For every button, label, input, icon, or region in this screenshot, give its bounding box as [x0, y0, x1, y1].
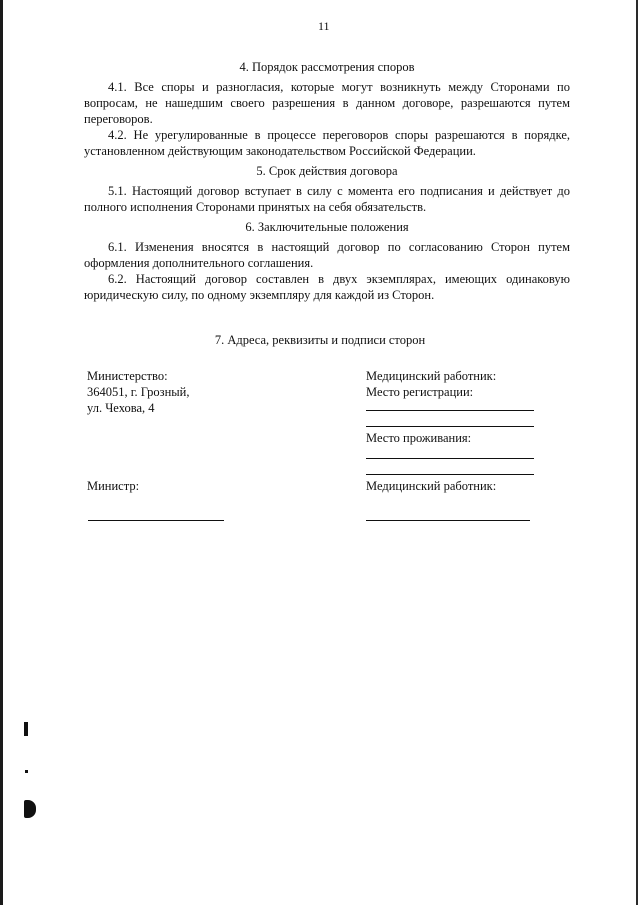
signatures-heading: 7. Адреса, реквизиты и подписи сторон — [214, 333, 426, 347]
residence-block — [366, 430, 471, 446]
ministry-address-line: 364051, г. Грозный, — [87, 385, 190, 399]
medical-worker-name: Медицинский работник: — [366, 369, 497, 383]
medical-worker-signature-label: Медицинский работник: — [366, 479, 497, 493]
section-term — [84, 163, 570, 215]
scan-mark — [24, 722, 28, 736]
residence-label: Место проживания: — [366, 431, 472, 445]
residence-blank-line — [366, 474, 534, 475]
ministry-block — [87, 368, 287, 416]
scan-edge-left — [0, 0, 3, 905]
minister-signature-line — [88, 520, 224, 521]
section-heading: 5. Срок действия договора — [256, 164, 398, 178]
residence-blank-line — [366, 458, 534, 459]
paragraph: 4.1. Все споры и разногласия, которые могут возникнуть между Сторонами по вопросам, не нашедшим своего разрешения в данном договоре, разрешаются путем переговоров. — [84, 80, 570, 126]
registration-blank-line — [366, 426, 534, 427]
paragraph: 4.2. Не урегулированные в процессе переговоров споры разрешаются в порядке, установленном действующим законодательством Российской Федерации. — [84, 128, 570, 158]
registration-label: Место регистрации: — [366, 385, 474, 399]
ministry-address-line: ул. Чехова, 4 — [87, 401, 155, 415]
paragraph: 6.1. Изменения вносятся в настоящий договор по согласованию Сторон путем оформления дополнительного соглашения. — [84, 240, 570, 270]
scan-mark — [25, 770, 28, 773]
medical-worker-signature-line — [366, 520, 530, 521]
medical-worker-block — [366, 368, 566, 400]
ministry-name: Министерство: — [87, 369, 168, 383]
registration-blank-line — [366, 410, 534, 411]
scan-mark — [24, 800, 36, 818]
section-heading: 4. Порядок рассмотрения споров — [239, 60, 415, 74]
section-disputes — [84, 59, 570, 159]
document-body — [84, 59, 570, 307]
paragraph: 6.2. Настоящий договор составлен в двух экземплярах, имеющих одинаковую юридическую силу, по одному экземпляру для каждой из Сторон. — [84, 272, 570, 302]
page-number: 11 — [318, 19, 330, 33]
section-final-provisions — [84, 219, 570, 303]
medical-worker-signatory — [366, 478, 496, 494]
paragraph: 5.1. Настоящий договор вступает в силу с момента его подписания и действует до полного исполнения Сторонами принятых на себя обязательств. — [84, 184, 570, 214]
scan-edge-right — [636, 0, 638, 905]
minister-label: Министр: — [87, 479, 140, 493]
section-heading: 6. Заключительные положения — [245, 220, 409, 234]
minister-signatory — [87, 478, 139, 494]
